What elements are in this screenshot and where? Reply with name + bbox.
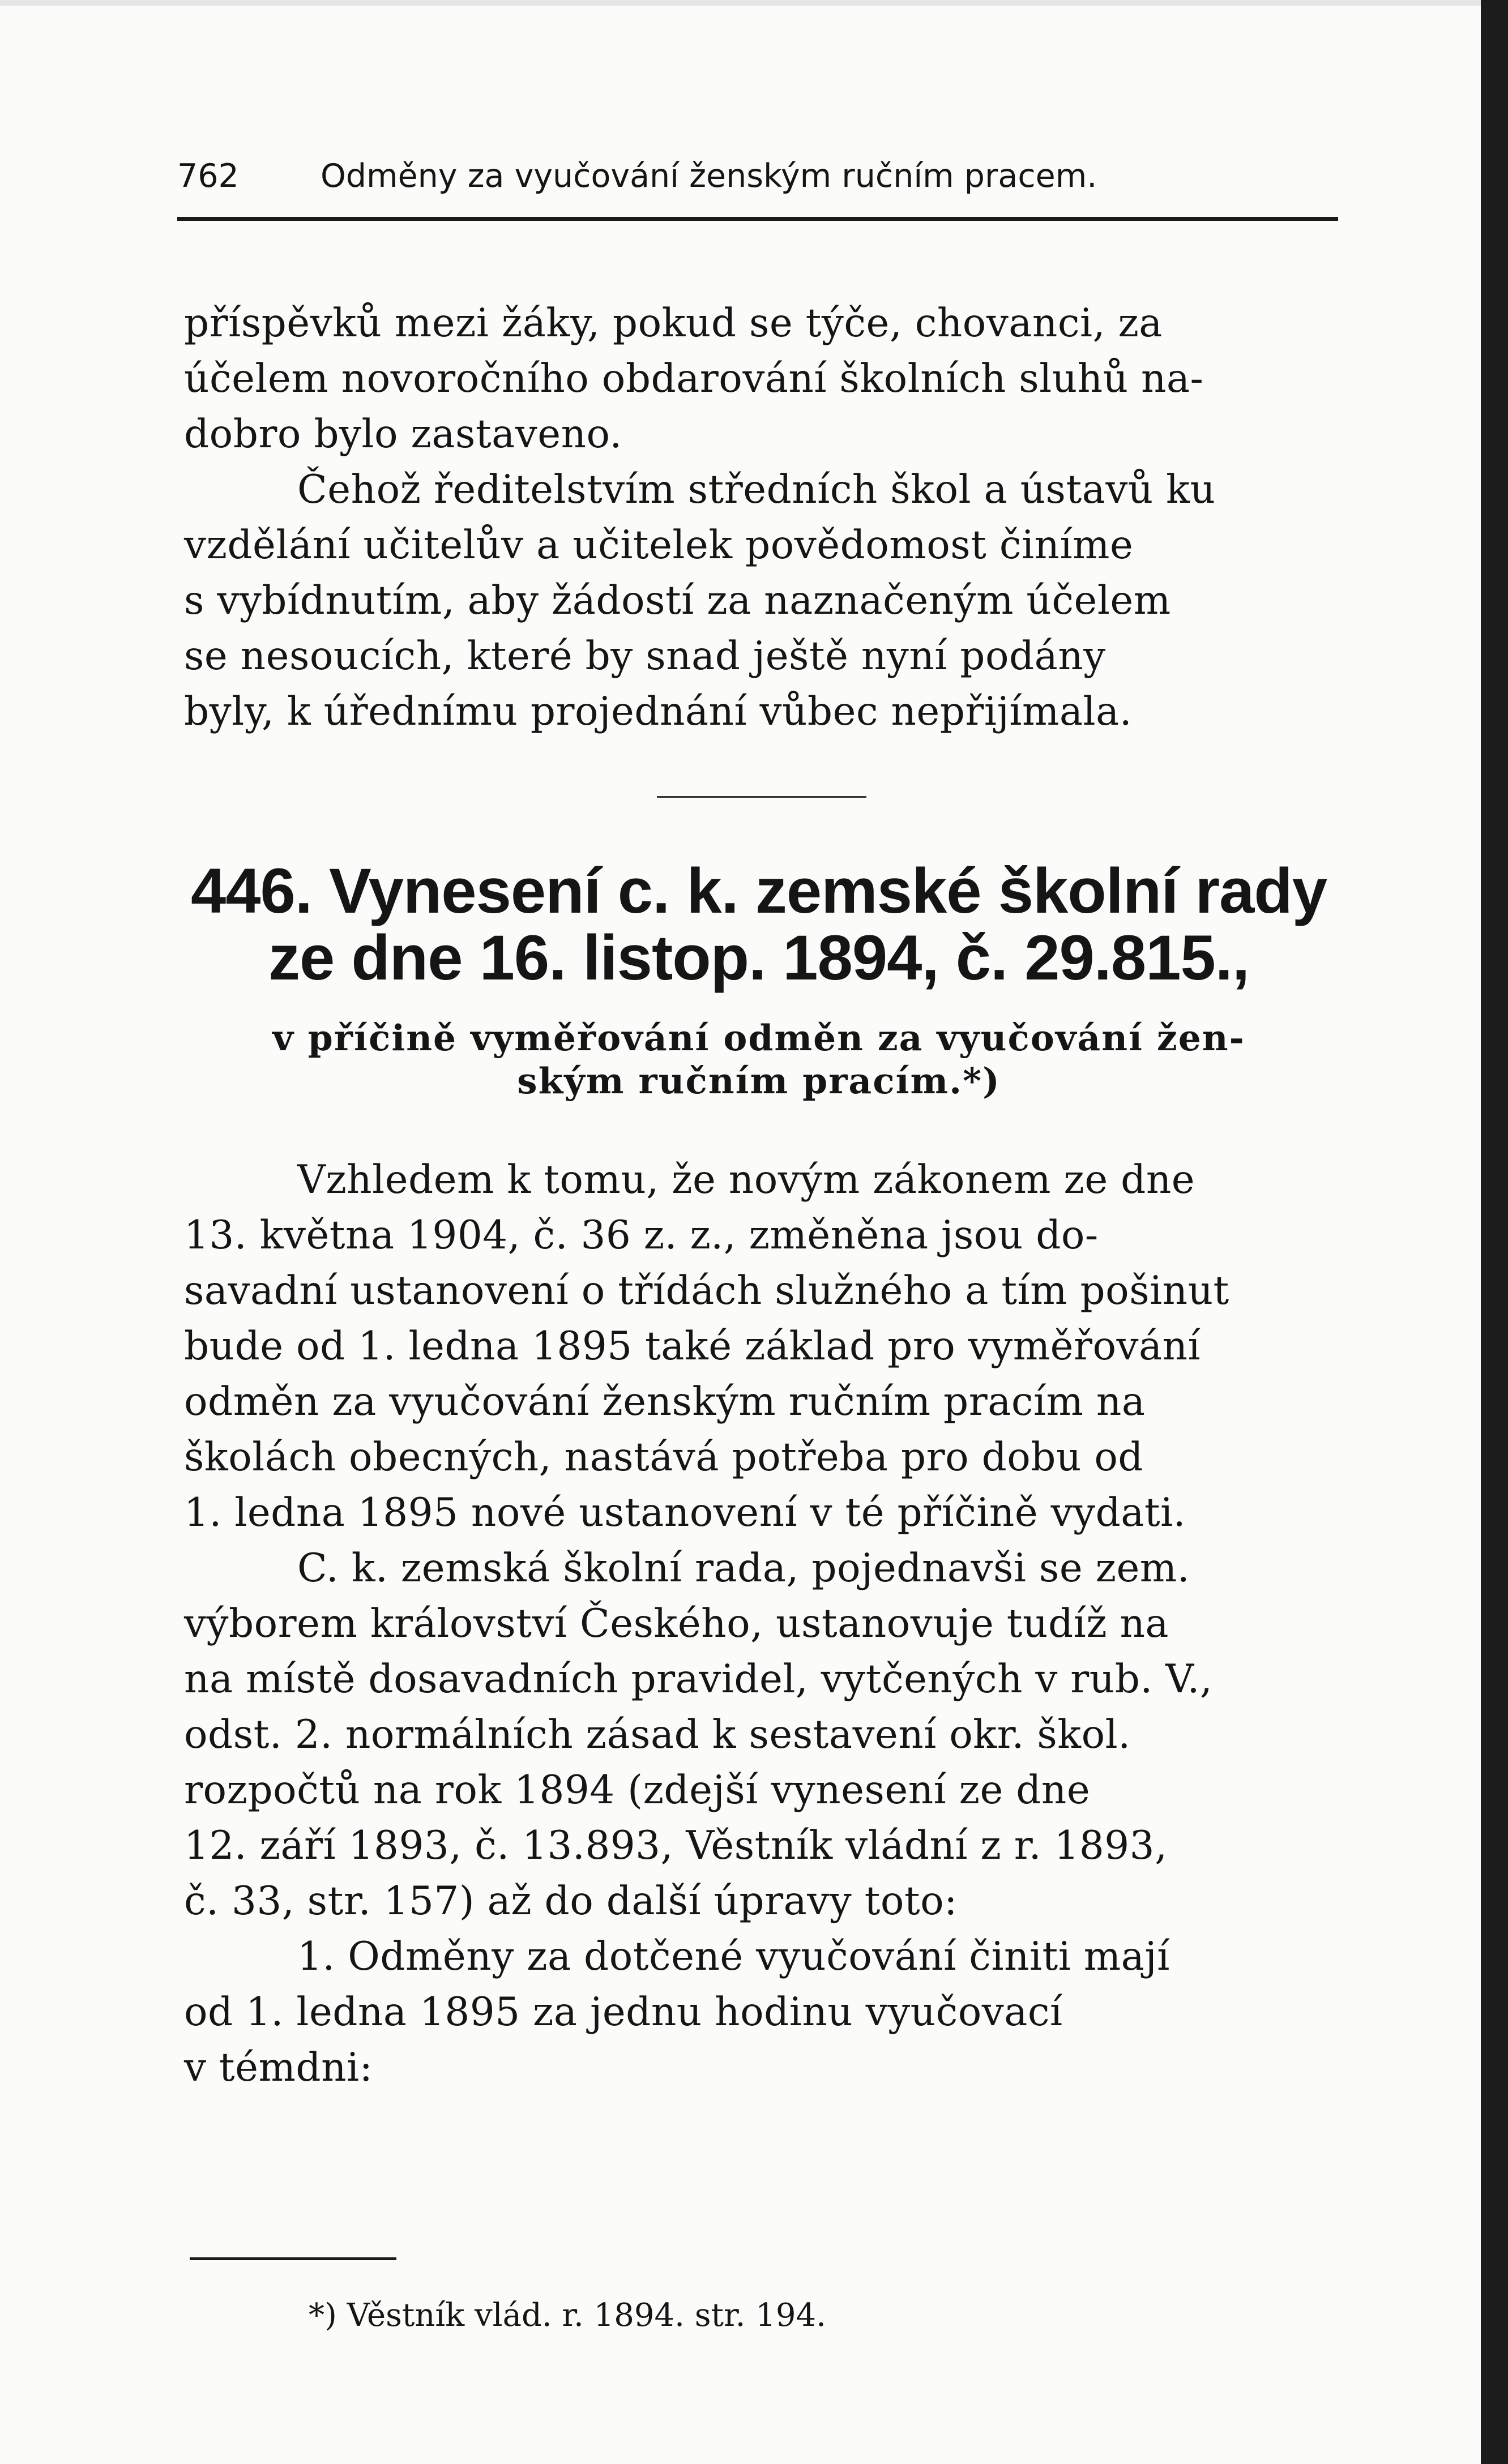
text-line: v témdni: — [184, 2045, 373, 2090]
scan-edge-right — [1481, 0, 1508, 2464]
paragraph-rule-1 — [184, 1929, 1345, 2095]
paragraph-considering — [184, 1152, 1345, 1541]
text-line: savadní ustanovení o třídách služného a tím pošinut — [184, 1268, 1229, 1314]
text-line: č. 33, str. 157) až do další úpravy toto: — [184, 1879, 958, 1924]
text-line: rozpočtů na rok 1894 (zdejší vynesení ze dne — [184, 1768, 1091, 1813]
heading-line: 446. Vynesení c. k. zemské školní rady — [190, 855, 1327, 926]
text-line: se nesoucích, které by snad ještě nyní podány — [184, 634, 1106, 679]
footnote: *) Věstník vlád. r. 1894. str. 194. — [309, 2297, 826, 2334]
text-line: odst. 2. normálních zásad k sestavení okr. škol. — [184, 1712, 1131, 1757]
text-line: Vzhledem k tomu, že novým zákonem ze dne — [297, 1157, 1195, 1203]
text-line: Čehož ředitelstvím středních škol a ústavů ku — [297, 467, 1216, 512]
text-line: školách obecných, nastává potřeba pro dobu od — [184, 1435, 1144, 1480]
text-line: vzdělání učitelův a učitelek povědomost činíme — [184, 523, 1134, 568]
text-line: 12. září 1893, č. 13.893, Věstník vládní z r. 1893, — [184, 1823, 1168, 1868]
text-line: příspěvků mezi žáky, pokud se týče, chovanci, za — [184, 301, 1163, 346]
footnote-divider — [190, 2257, 396, 2260]
text-line: bude od 1. ledna 1895 také základ pro vyměřování — [184, 1324, 1201, 1369]
text-line: účelem novoročního obdarování školních sluhů na- — [184, 356, 1204, 401]
section-divider — [657, 796, 866, 798]
scan-edge-top — [0, 0, 1508, 6]
text-line: byly, k úřednímu projednání vůbec nepřijímala. — [184, 689, 1133, 734]
text-line: odměn za vyučování ženským ručním pracím na — [184, 1379, 1146, 1424]
text-line: dobro bylo zastaveno. — [184, 412, 622, 457]
section-subheading — [176, 1016, 1342, 1102]
text-line: 1. ledna 1895 nové ustanovení v té příčině vydati. — [184, 1490, 1186, 1535]
section-heading — [176, 855, 1342, 993]
text-line: C. k. zemská školní rada, pojednavši se zem. — [297, 1546, 1190, 1591]
subheading-line: v příčině vyměřování odměn za vyučování žen- — [272, 1017, 1245, 1059]
text-line: 13. května 1904, č. 36 z. z., změněna jsou do- — [184, 1213, 1099, 1258]
opening-text — [184, 296, 1345, 739]
header-rule — [177, 217, 1338, 221]
text-line: 1. Odměny za dotčené vyučování činiti mají — [297, 1934, 1170, 1979]
paragraph-ruling — [184, 1541, 1345, 1929]
running-title: Odměny za vyučování ženským ručním pracem. — [321, 157, 1097, 195]
intro-paragraph — [184, 296, 1345, 462]
text-line: výborem království Českého, ustanovuje tudíž na — [184, 1601, 1169, 1646]
subheading-line: ským ručním pracím.*) — [517, 1060, 1001, 1102]
notice-paragraph — [184, 462, 1345, 739]
text-line: na místě dosavadních pravidel, vytčených v rub. V., — [184, 1657, 1213, 1702]
heading-line: ze dne 16. listop. 1894, č. 29.815., — [268, 922, 1250, 993]
text-line: od 1. ledna 1895 za jednu hodinu vyučovací — [184, 1990, 1063, 2035]
text-line: s vybídnutím, aby žádostí za naznačeným účelem — [184, 578, 1171, 623]
decree-text — [184, 1152, 1345, 2095]
page-number: 762 — [177, 157, 239, 195]
page-header — [177, 157, 1338, 198]
